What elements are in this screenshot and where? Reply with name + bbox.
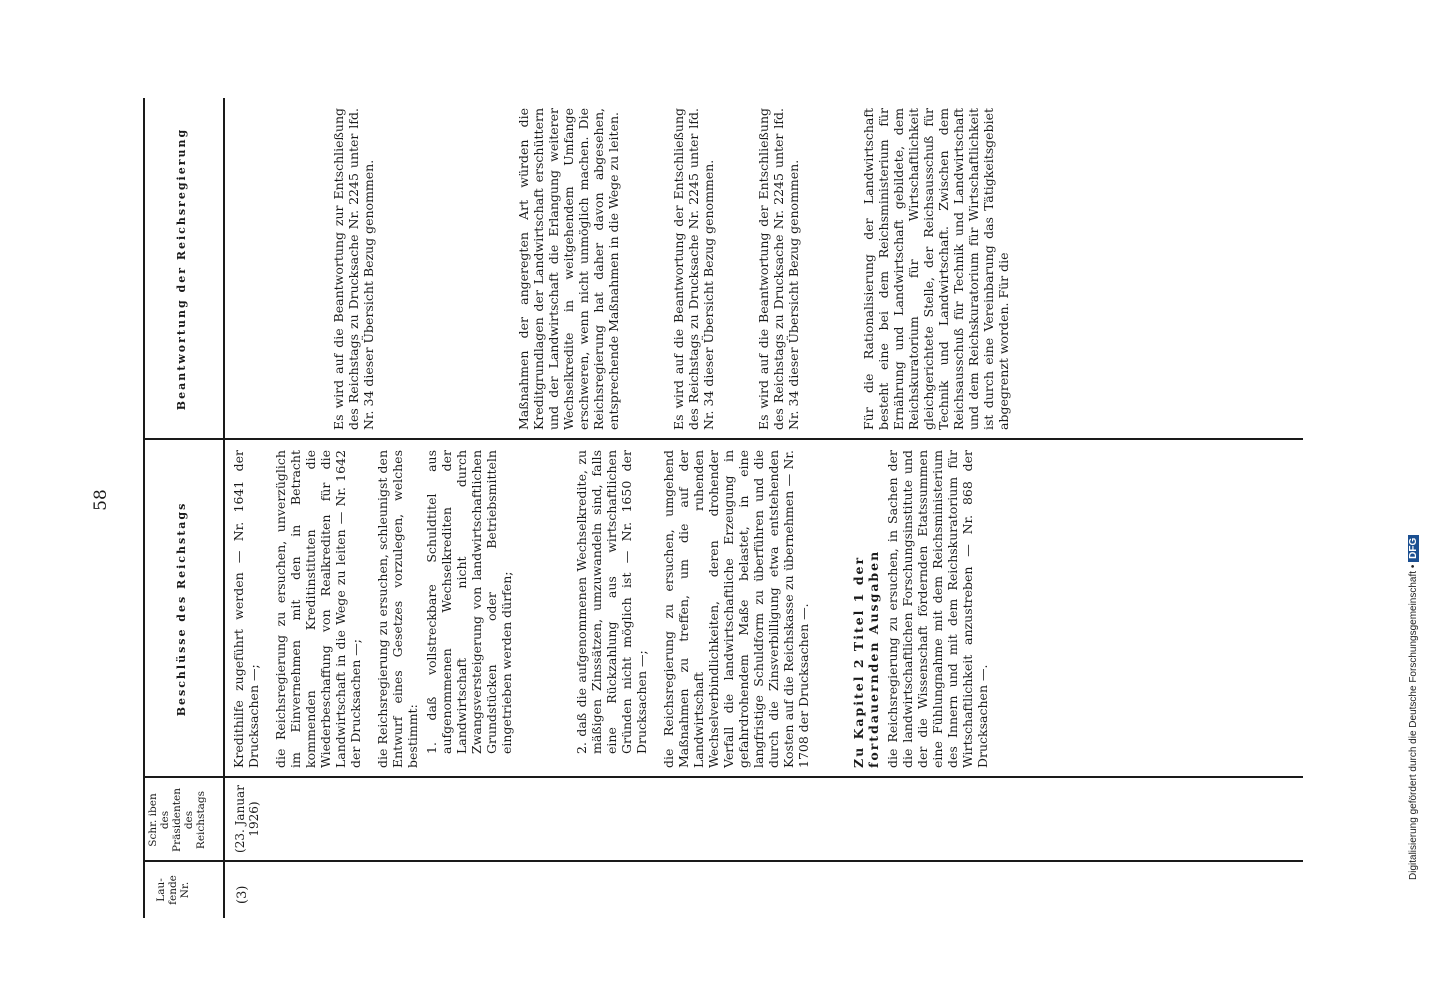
dfg-footer xyxy=(1408,500,1434,880)
antwort-text: Es wird auf die Beantwortung zur Entschließung des Reichstags zu Drucksache Nr. 2245 unter lfd. Nr. 34 dieser Übersicht Bezug genommen. xyxy=(331,108,376,430)
header-beschluesse: Beschlüsse des Reichstags xyxy=(175,501,188,717)
header-bottom-rule xyxy=(223,98,225,918)
antwort-text: Maßnahmen der angeregten Art würden die Kreditgrundlagen der Landwirtschaft erschüttern und der Landwirtschaft die Erlangung weiterer Wechselkredite in weitgehendem Umfange erschweren, wenn nicht unmöglich machen. Die Reichsregierung hat daher davon abgesehen, entsprechende Maßnahmen in die Wege zu leiten. xyxy=(516,108,621,430)
dfg-credit: Digitalisierung gefördert durch die Deutsche Forschungsgemeinschaft • DFG xyxy=(1408,535,1419,880)
beschluesse-column xyxy=(231,450,1002,768)
beschluss-text: die Reichsregierung zu ersuchen, schleunigst den Entwurf eines Gesetzes vorzulegen, welches bestimmt: xyxy=(375,450,420,768)
table-top-rule xyxy=(143,98,145,918)
scanned-table-page xyxy=(135,98,1305,918)
beschluss-item: 2. daß die aufgenommenen Wechselkredite, zu mäßigen Zinssätzen, umzuwandeln sind, falls eine Rückzahlung aus wirtschaftlichen Gründen nicht möglich ist — Nr. 1650 der Drucksachen —; xyxy=(574,450,649,754)
beschluss-text: die Reichsregierung zu ersuchen, unverzüglich im Einvernehmen mit den in Betracht kommenden Kreditinstituten die Wiederbeschaffung von Realkrediten für die Landwirtschaft in die Wege zu leiten — Nr. 1642 der Drucksachen —; xyxy=(273,450,363,768)
antwort-text: Für die Rationalisierung der Landwirtschaft besteht eine bei dem Reichsministerium für Ernährung und Landwirtschaft gebildete, dem Reichskuratorium für Wirtschaftlichkeit gleichgerichtete Stelle, der Reichsausschuß für Technik und Landwirtschaft. Zwischen dem Reichsausschuß für Technik und Landwirtschaft und dem Reichskuratorium für Wirtschaftlichkeit ist durch eine Vereinbarung das Tätigkeitsgebiet abgegrenzt worden. Für die xyxy=(861,108,1011,430)
dfg-logo: DFG xyxy=(1408,535,1419,562)
row-number: (3) xyxy=(235,885,250,904)
row-date: (23. Januar 1926) xyxy=(233,785,262,853)
beschluss-text: die Reichsregierung zu ersuchen, umgehend Maßnahmen zu treffen, um die auf der Landwirtschaft ruhenden Wechselverbindlichkeiten, deren drohender Verfall die landwirtschaftliche Erzeugung in gefahrdrohendem Maße belastet, in eine langfristige Schuldform zu überführen und die durch die Zinsverbilligung etwa entstehenden Kosten auf die Reichskasse zu übernehmen — Nr. 1708 der Drucksachen —. xyxy=(661,450,811,768)
beschluss-item: 1. daß vollstreckbare Schuldtitel aus aufgenommenen Wechselkrediten der Landwirtschaft nicht durch Zwangsversteigerung von landwirtschaftlichen Grundstücken oder Betriebsmitteln eingetrieben werden dürfen; xyxy=(424,450,514,754)
col-divider-3 xyxy=(143,438,1303,440)
antwort-text: Es wird auf die Beantwortung der Entschließung des Reichstags zu Drucksache Nr. 2245 unter lfd. Nr. 34 dieser Übersicht Bezug genommen. xyxy=(756,108,801,430)
beschluss-text: Kredithilfe zugeführt werden — Nr. 1641 der Drucksachen —; xyxy=(231,450,261,768)
header-beantwortung: Beantwortung der Reichsregierung xyxy=(175,127,188,411)
col-divider-1 xyxy=(143,860,1303,862)
antwort-text: Es wird auf die Beantwortung der Entschließung des Reichstags zu Drucksache Nr. 2245 unter lfd. Nr. 34 dieser Übersicht Bezug genommen. xyxy=(671,108,716,430)
page-number: 58 xyxy=(91,489,111,511)
section-heading: Zu Kapitel 2 Titel 1 der fortdauernden Ausgaben xyxy=(851,549,881,768)
col-divider-2 xyxy=(143,776,1303,778)
section-text: die Reichsregierung zu ersuchen, in Sachen der die landwirtschaftlichen Forschungsinstitute und der die Wissenschaft fördernden Etatssummen eine Fühlungnahme mit dem Reichsministerium des Innern und mit dem Reichskuratorium für Wirtschaftlichkeit anzustreben — Nr. 868 der Drucksachen —. xyxy=(885,450,990,768)
header-laufende-nr: Lau- fende Nr. xyxy=(155,875,192,905)
header-schreiben-praesidenten: Schr. iben des Präsidenten des Reichstags xyxy=(147,788,208,852)
beantwortung-column xyxy=(231,108,1023,430)
